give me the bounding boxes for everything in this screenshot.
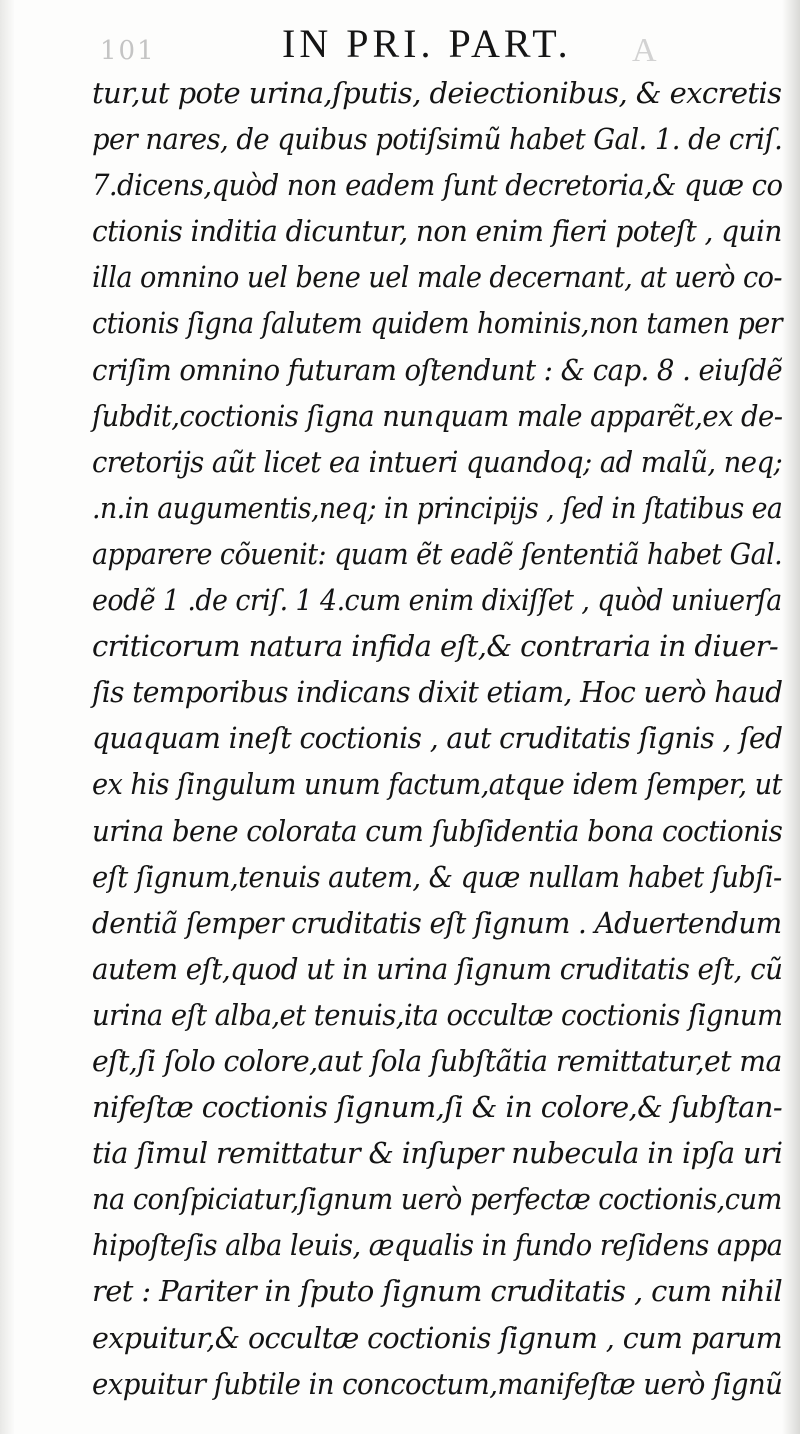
running-head: IN PRI. PART. xyxy=(282,21,572,66)
text-line: expuitur ſubtile in concoctum,manifeſtæ uerò ſignũ xyxy=(92,1366,783,1401)
text-line: 7.dicens,quòd non eadem ſunt decretoria,& quæ co xyxy=(92,168,783,203)
text-line: ex his ſingulum unum factum,atque idem ſemper, ut xyxy=(92,767,782,802)
text-line: autem eſt,quod ut in urina ſignum cruditatis eſt, cũ xyxy=(92,951,783,986)
text-line: eſt ſignum,tenuis autem, & quæ nullam habet ſubſi- xyxy=(92,859,782,894)
text-line: per nares, de quibus potiſsimũ habet Gal. 1. de criſ. xyxy=(92,122,783,157)
text-line: illa omnino uel bene uel male decernant, at uerò co- xyxy=(92,260,783,295)
scan-shadow-right xyxy=(782,0,800,1434)
text-line: cretorijs aũt licet ea intueri quandoq; ad malũ, neq; xyxy=(92,444,783,479)
text-line: nifeſtæ coctionis ſignum,ſi & in colore,& ſubſtan- xyxy=(92,1090,783,1125)
text-line: eodẽ 1 .de criſ. 1 4.cum enim dixiſſet , quòd uniuerſa xyxy=(92,583,782,618)
text-line: .n.in augumentis,neq; in principijs , ſed in ſtatibus ea xyxy=(92,490,783,525)
page-number: 101 xyxy=(100,36,156,66)
bleed-through-text: A xyxy=(632,32,660,69)
text-line: hipoſteſis alba leuis, æqualis in fundo reſidens appa xyxy=(92,1228,783,1263)
text-line: ſis temporibus indicans dixit etiam, Hoc uerò haud xyxy=(92,675,783,710)
text-line: ctionis inditia dicuntur, non enim fieri poteſt , quin xyxy=(92,214,782,249)
text-line: dentiã ſemper cruditatis eſt ſignum . Aduertendum xyxy=(92,905,782,940)
text-line: criticorum natura infida eſt,& contraria in diuer- xyxy=(92,629,779,664)
text-line: apparere cõuenit: quam ẽt eadẽ ſententiã habet Gal. xyxy=(92,536,783,571)
text-line: na conſpiciatur,ſignum uerò perfectæ coctionis,cum xyxy=(92,1182,782,1217)
text-line: ret : Pariter in ſputo ſignum cruditatis , cum nihil xyxy=(92,1274,783,1309)
text-line: expuitur,& occultæ coctionis ſignum , cum parum xyxy=(92,1320,783,1355)
text-line: eſt,ſi ſolo colore,aut ſola ſubſtãtia remittatur,et ma xyxy=(92,1043,782,1078)
scan-shadow-left xyxy=(0,0,14,1434)
text-line: ſubdit,coctionis ſigna nunquam male apparẽt,ex de- xyxy=(92,398,783,433)
text-line: urina bene colorata cum ſubſidentia bona coctionis xyxy=(92,813,783,848)
page-header xyxy=(0,18,800,70)
body-text xyxy=(92,70,783,1407)
text-line: criſim omnino futuram oſtendunt : & cap. 8 . eiuſdẽ xyxy=(92,352,783,387)
text-line: quaquam ineſt coctionis , aut cruditatis ſignis , ſed xyxy=(92,721,783,756)
text-line: urina eſt alba,et tenuis,ita occultæ coctionis ſignum xyxy=(92,997,783,1032)
text-line: ctionis ſigna ſalutem quidem hominis,non tamen per xyxy=(92,306,783,341)
text-line: tur,ut pote urina,ſputis, deiectionibus, & excretis xyxy=(92,76,782,110)
text-line: tia ſimul remittatur & inſuper nubecula in ipſa uri xyxy=(92,1136,783,1171)
